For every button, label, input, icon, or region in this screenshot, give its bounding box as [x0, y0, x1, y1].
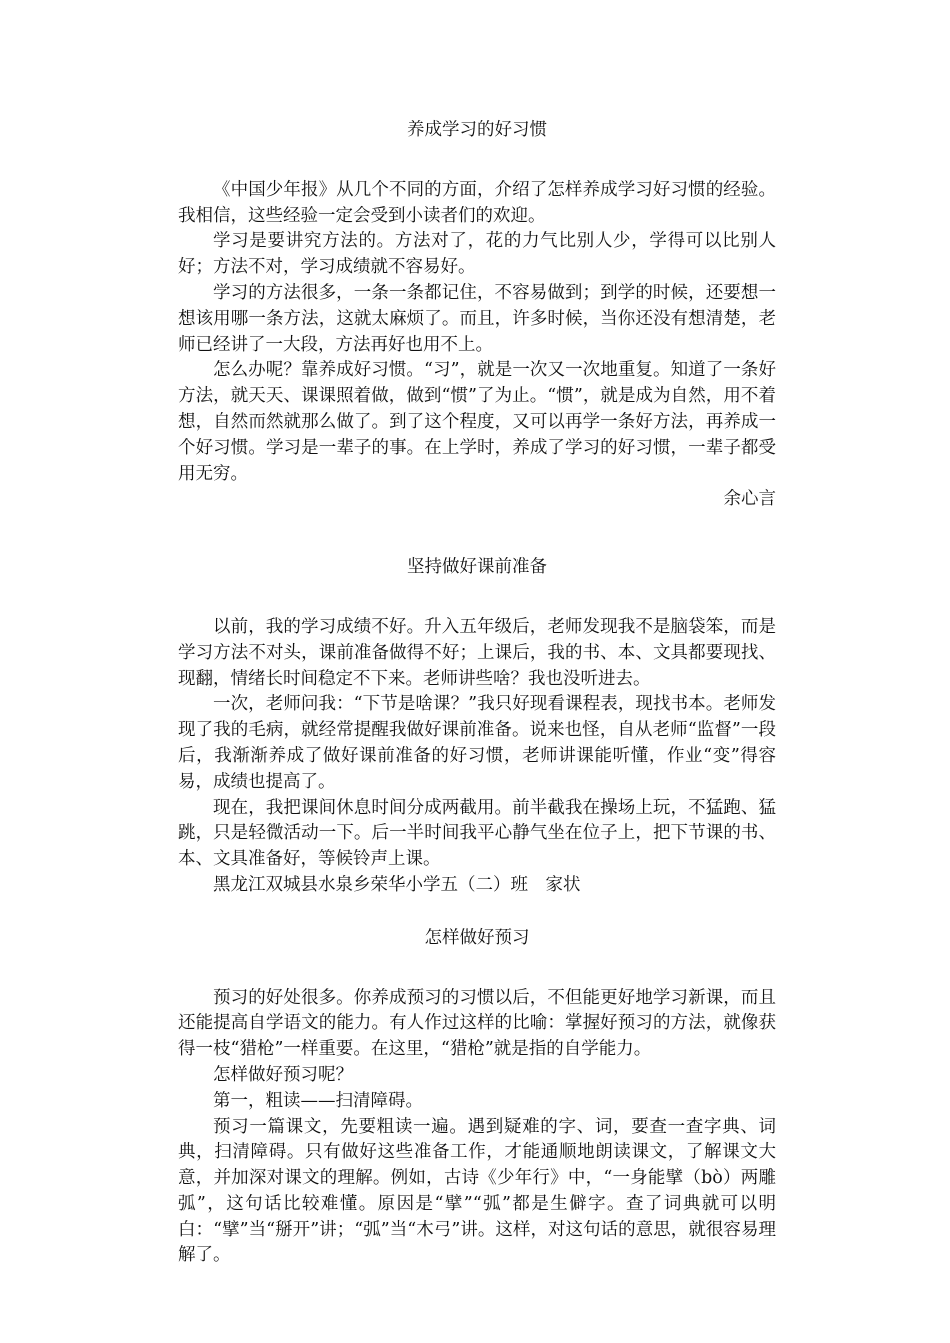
section-preview [178, 926, 776, 1270]
paragraph: 一次，老师问我：“下节是啥课？”我只好现看课程表，现找书本。老师发现了我的毛病，就经常提醒我做好课前准备。说来也怪，自从老师“监督”一段后，我渐渐养成了做好课前准备的好习惯，老师讲课能听懂，作业“变”得容易，成绩也提高了。 [178, 694, 776, 792]
author-signature: 余心言 [723, 489, 776, 510]
paragraph: 现在，我把课间休息时间分成两截用。前半截我在操场上玩，不猛跑、猛跳，只是轻微活动一下。后一半时间我平心静气坐在位子上，把下节课的书、本、文具准备好，等候铃声上课。 [178, 797, 776, 870]
paragraph: 《中国少年报》从几个不同的方面，介绍了怎样养成学习好习惯的经验。我相信，这些经验一定会受到小读者们的欢迎。 [178, 179, 776, 226]
section-class-preparation [178, 555, 776, 899]
paragraph: 学习的方法很多，一条一条都记住，不容易做到；到学的时候，还要想一想该用哪一条方法，这就太麻烦了。而且，许多时候，当你还没有想清楚，老师已经讲了一大段，方法再好也用不上。 [178, 282, 776, 355]
author-line: 黑龙江双城县水泉乡荣华小学五（二）班 家状 [213, 874, 581, 895]
section-title: 怎样做好预习 [424, 927, 530, 948]
section-title: 坚持做好课前准备 [407, 557, 547, 578]
document-page [178, 110, 776, 1269]
paragraph: 学习是要讲究方法的。方法对了，花的力气比别人少，学得可以比别人好；方法不对，学习成绩就不容易好。 [178, 231, 776, 278]
paragraph: 第一，粗读——扫清障碍。 [213, 1090, 423, 1111]
paragraph: 预习一篇课文，先要粗读一遍。遇到疑难的字、词，要查一查字典、词典，扫清障碍。只有做好这些准备工作，才能通顺地朗读课文，了解课文大意，并加深对课文的理解。例如，古诗《少年行》中，“一身能擘（bò）两雕弧”，这句话比较难懂。原因是“擘”“弧”都是生僻字。查了词典就可以明白：“擘”当“掰开”讲；“弧”当“木弓”讲。这样，对这句话的意思，就很容易理解了。 [178, 1116, 776, 1266]
paragraph: 以前，我的学习成绩不好。升入五年级后，老师发现我不是脑袋笨，而是学习方法不对头，课前准备做得不好；上课后，我的书、本、文具都要现找、现翻，情绪长时间稳定不下来。老师讲些啥？我也没听进去。 [178, 616, 776, 689]
paragraph: 怎么办呢？靠养成好习惯。“习”，就是一次又一次地重复。知道了一条好方法，就天天、课课照着做，做到“惯”了为止。“惯”，就是成为自然，用不着想，自然而然就那么做了。到了这个程度，又可以再学一条好方法，再养成一个好习惯。学习是一辈子的事。在上学时，养成了学习的好习惯，一辈子都受用无穷。 [178, 360, 776, 484]
section-good-habits [178, 118, 776, 513]
section-title: 养成学习的好习惯 [407, 120, 547, 140]
paragraph: 怎样做好预习呢？ [213, 1064, 353, 1085]
paragraph: 预习的好处很多。你养成预习的习惯以后，不但能更好地学习新课，而且还能提高自学语文的能力。有人作过这样的比喻：掌握好预习的方法，就像获得一枝“猎枪”一样重要。在这里，“猎枪”就是指的自学能力。 [178, 987, 776, 1060]
